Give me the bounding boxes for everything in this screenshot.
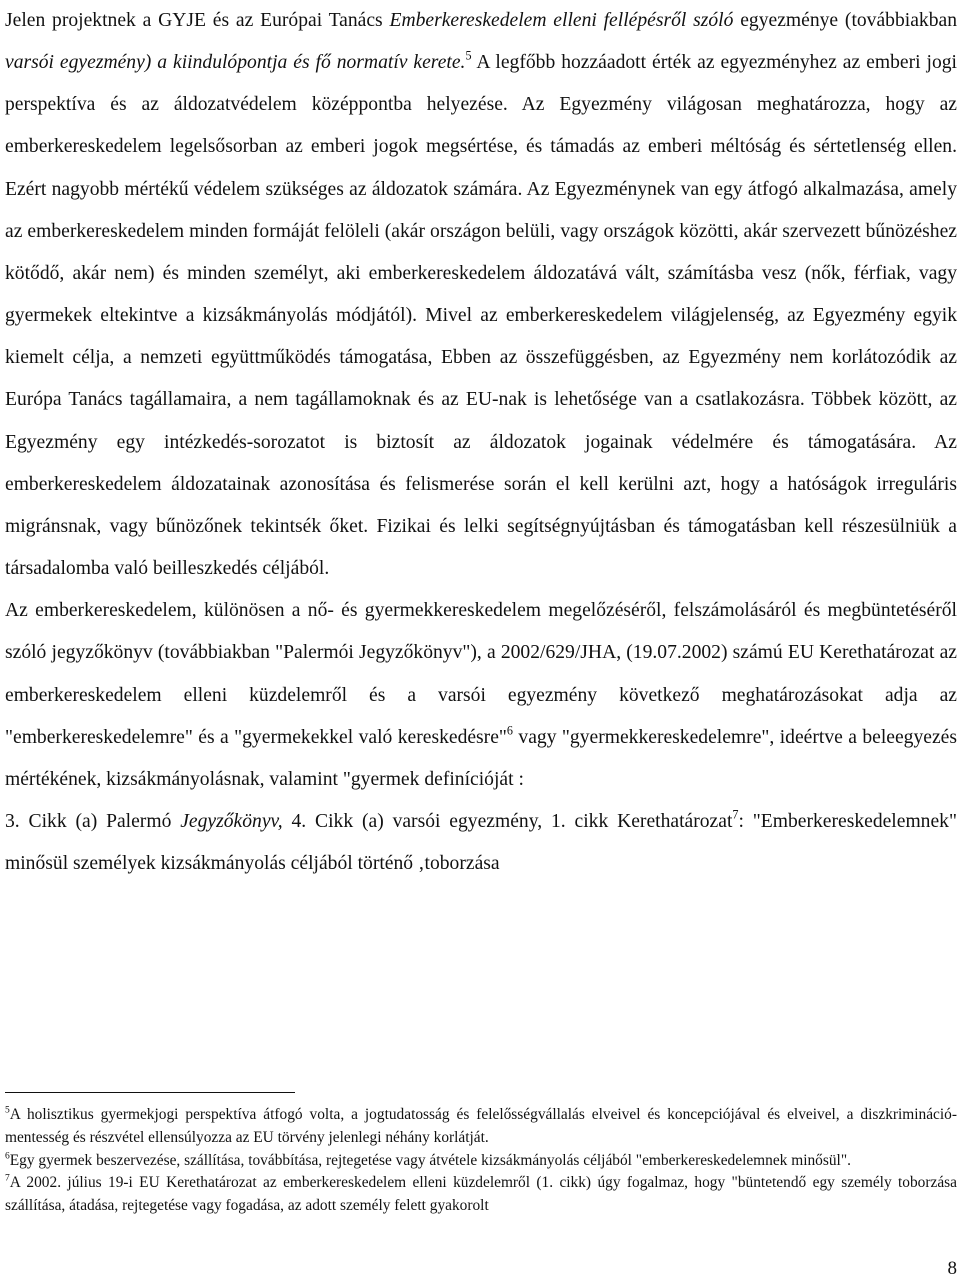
page-number: 8 [947, 1258, 957, 1279]
body-text [5, 0, 957, 885]
text-run: 3. Cikk (a) Palermó [5, 810, 181, 832]
footnotes [5, 1104, 957, 1218]
footnote-5 [5, 1104, 957, 1150]
italic-text: ) a kiindulópontja és fő normatív kerete. [144, 52, 466, 74]
paragraph-convention-overview [5, 0, 957, 590]
footnote-7 [5, 1172, 957, 1218]
footnote-separator [5, 1092, 295, 1093]
footnote-text: A holisztikus gyermekjogi perspektíva átfogó volta, a jogtudatosság és felelősségvállalás elveivel és koncepciójával és elveivel, a diszkrimináció-mentesség és részvétel ellensúlyozza az EU törvény jelenlegi néhány korlátját. [5, 1106, 957, 1146]
italic-text: Jegyzőkönyv, [180, 810, 283, 832]
italic-text: Emberkereskedelem elleni fellépésről szóló [389, 10, 734, 31]
footnote-6 [5, 1150, 957, 1173]
italic-text: varsói egyezmény [5, 52, 145, 74]
footnote-reference: 5 [465, 48, 472, 63]
footnote-reference: 7 [732, 807, 739, 822]
footnote-reference: 6 [506, 723, 513, 738]
footnote-text: A 2002. július 19-i EU Kerethatározat az emberkereskedelem elleni küzdelemről (1. cikk) úgy fogalmaz, hogy "büntetendő egy személy toborzása szállítása, átadása, rejtegetése vagy fogadása, az adott személy felett gyakorolt [5, 1174, 957, 1215]
text-run: A legfőbb hozzáadott érték az egyezményhez az emberi jogi perspektíva és az áldozatvédelem középpontba helyezése. Az Egyezmény világosan meghatározza, hogy az emberkereskedelem legelsősorban az emberi jogok megsértése, és támadás az emberi méltóság és sértetlenség ellen. Ezért nagyobb mértékű védelem szükséges az áldozatok számára. Az Egyezménynek van egy átfogó alkalmazása, amely az emberkereskedelem minden formáját felöleli (akár országon belüli, vagy országok közötti, akár szervezett bűnözéshez kötődő, akár nem) és minden személyt, aki emberkereskedelem áldozatává vált, számításba vesz (nők, férfiak, vagy gyermekek eltekintve a kizsákmányolás módjától). Mivel az emberkereskedelem világjelenség, az Egyezmény egyik kiemelt célja, a nemzeti együttműködés támogatása, Ebben az összefüggésben, az Egyezmény nem korlátozódik az Európa Tanács tagállamaira, a nem tagállamoknak és az EU-nak is lehetősége van a csatlakozásra. Többek között, az Egyezmény egy intézkedés-sorozatot is biztosít az áldozatok jogainak védelmére és támogatására. Az emberkereskedelem áldozatainak azonosítása és felismerése során el kell kerülni azt, hogy a hatóságok irreguláris migránsnak, vagy bűnözőnek tekintsék őket. Fizikai és lelki segítségnyújtásban és támogatásban kell részesülniük a társadalomba való beilleszkedés céljából. [5, 52, 957, 580]
text-run: egyezménye (továbbiakban [733, 10, 957, 31]
text-run: Jelen projektnek a GYJE és az Európai Tanács [5, 10, 390, 31]
paragraph-article-references [5, 801, 957, 885]
footnote-number: 5 [5, 1104, 10, 1116]
text-run: 4. Cikk (a) varsói egyezmény, 1. cikk Kerethatározat [282, 810, 733, 832]
text-run: Az emberkereskedelem, különösen a nő- és gyermekkereskedelem megelőzéséről, felszámolásáról és megbüntetéséről szóló jegyzőkönyv (továbbiakban "Palermói Jegyzőkönyv"), a 2002/629/JHA, (19.07.2002) számú EU Kerethatározat az emberkereskedelem elleni küzdelemről és a varsói egyezmény következő meghatározásokat adja az "emberkereskedelemre" és a "gyermekekkel való kereskedésre" [5, 600, 957, 748]
paragraph-definitions-intro [5, 590, 957, 801]
document-page [5, 0, 957, 1284]
text-run: : "Emberkereskedelemnek" minősül személyek kizsákmányolás céljából történő ‚toborzása [5, 810, 957, 875]
footnote-number: 6 [5, 1149, 10, 1161]
footnote-number: 7 [5, 1172, 10, 1184]
text-run: vagy "gyermekkereskedelemre", ideértve a beleegyezés mértékének, kizsákmányolásnak, valamint "gyermek definícióját : [5, 726, 957, 790]
footnote-text: Egy gyermek beszervezése, szállítása, továbbítása, rejtegetése vagy átvétele kizsákmányolás céljából "emberkereskedelemnek minősül". [9, 1151, 851, 1169]
